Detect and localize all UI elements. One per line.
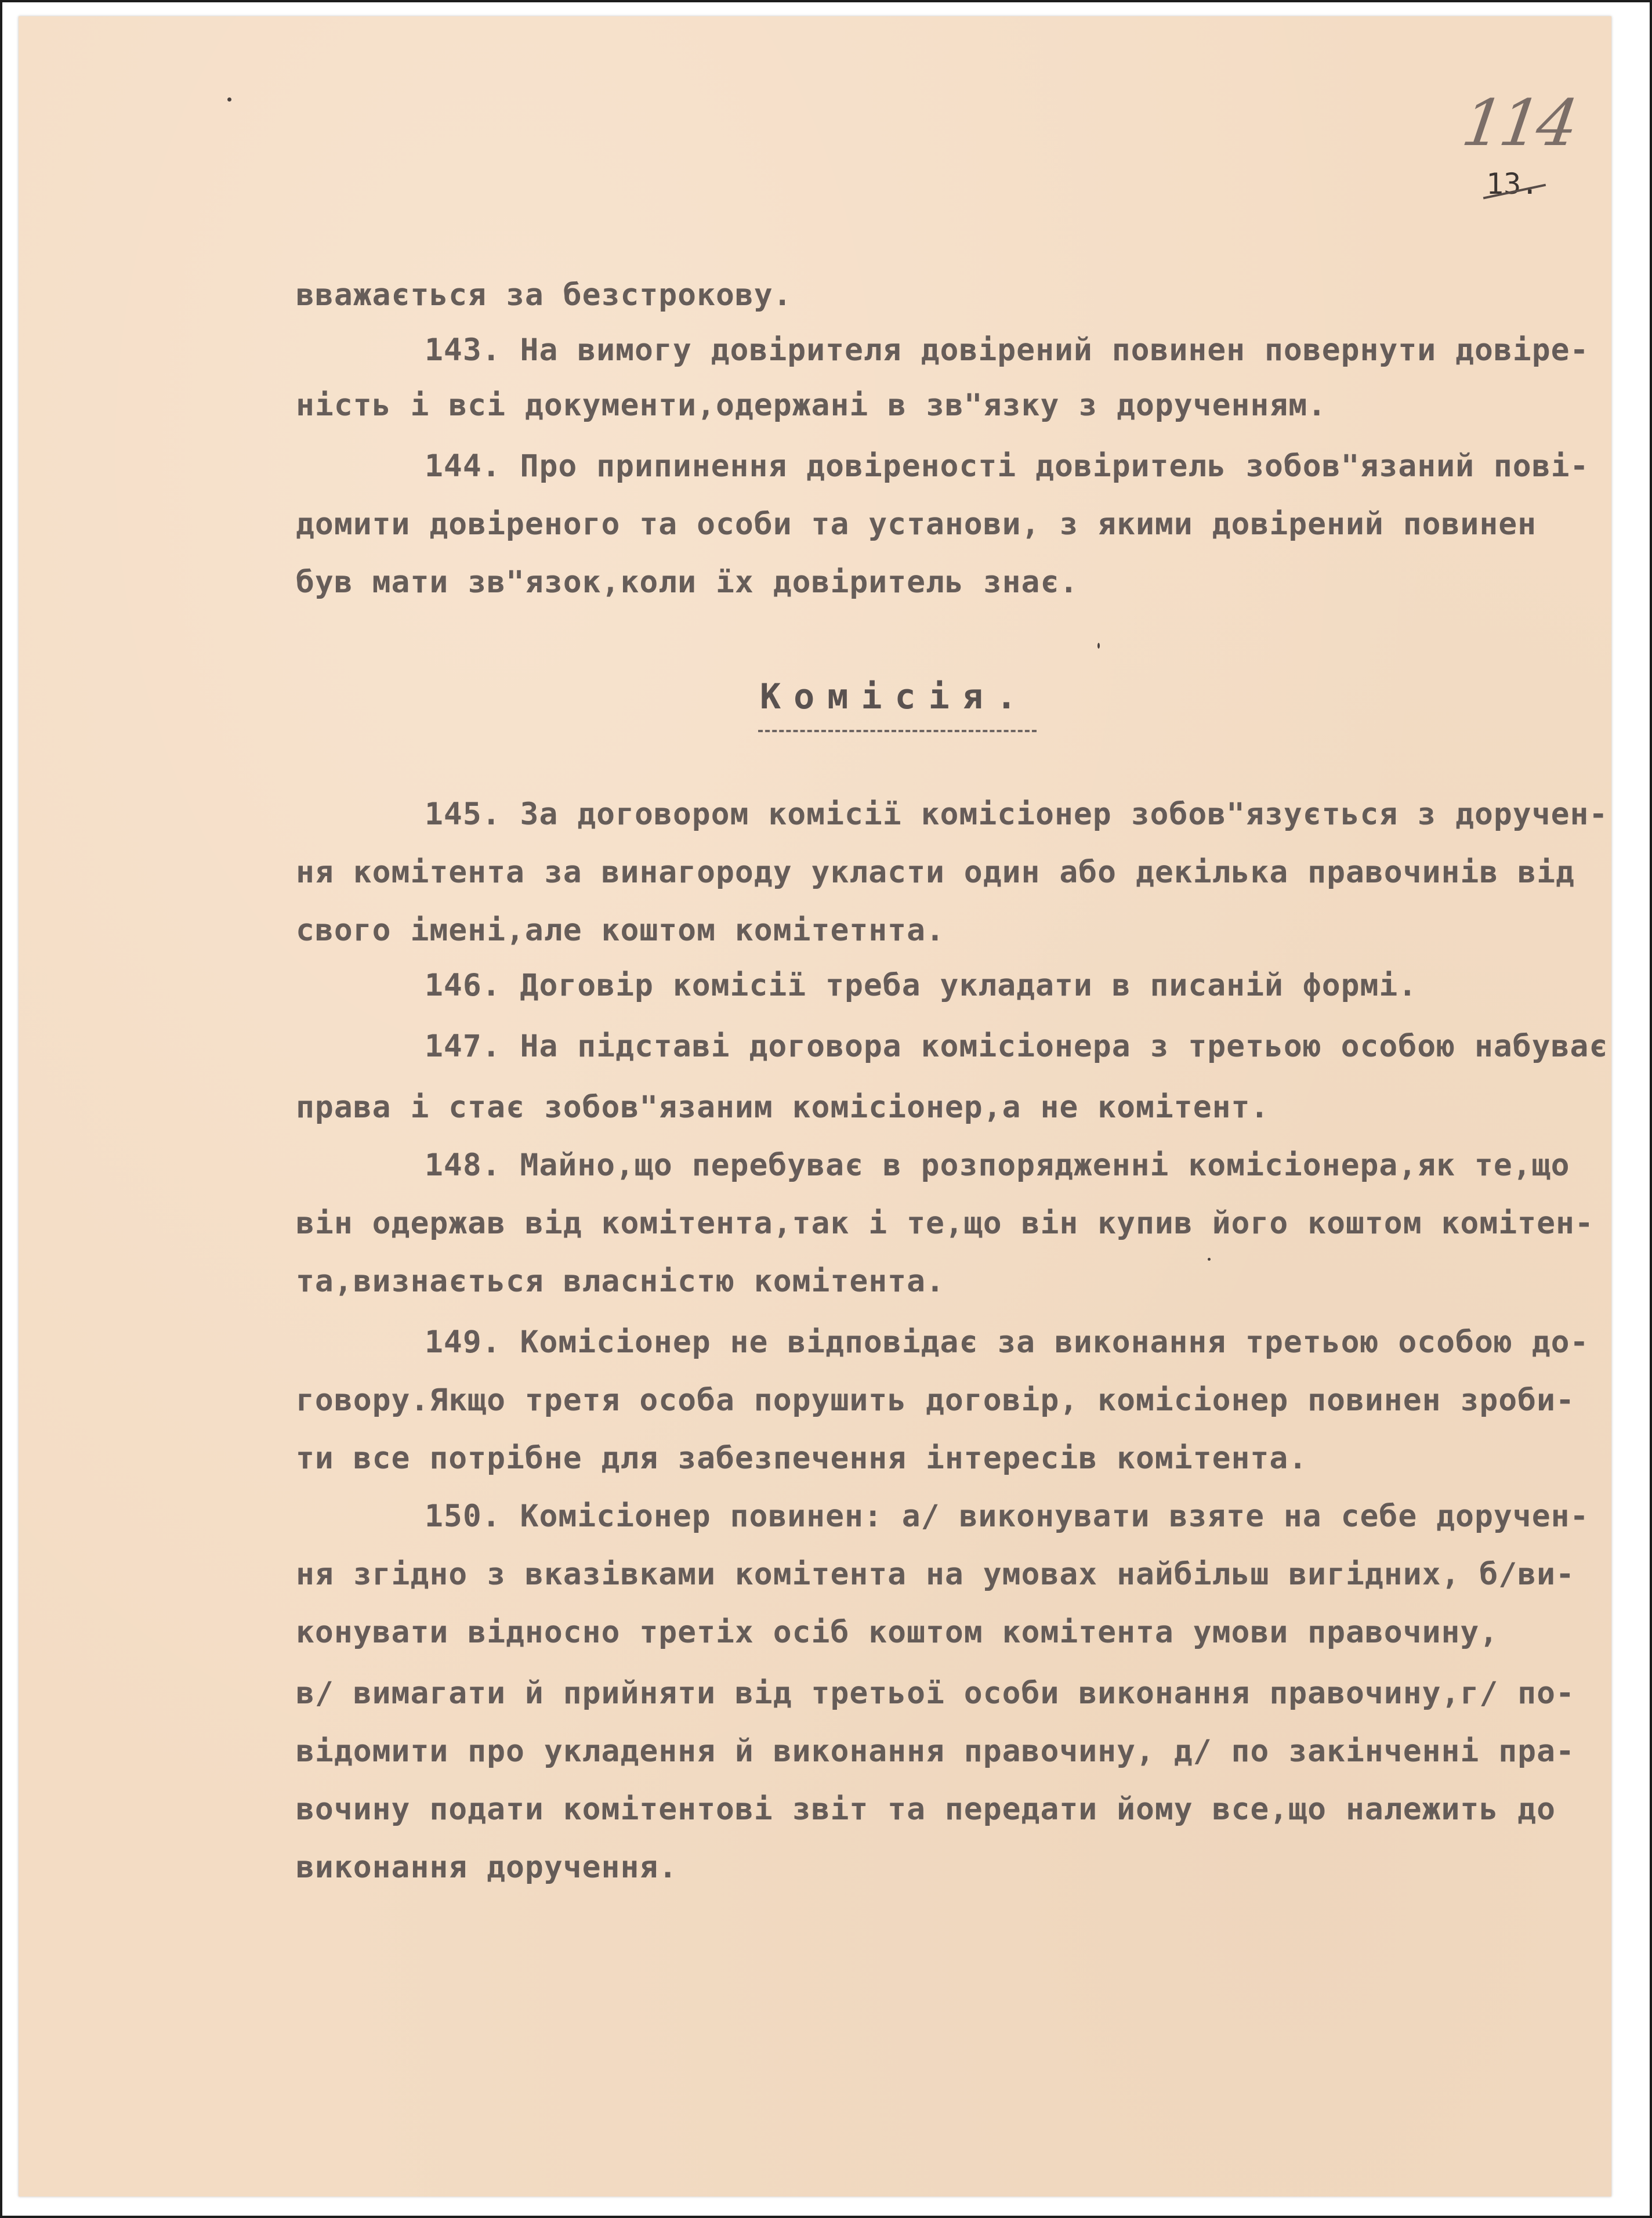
paper-speck xyxy=(1208,1258,1211,1261)
text-line: вочину подати комітентові звіт та передати йому все,що належить до xyxy=(296,1792,1556,1827)
paper-speck xyxy=(1097,643,1100,649)
text-line: вважається за безстрокову. xyxy=(296,277,792,313)
text-line: 149. Комісіонер не відповідає за виконання третьою особою до- xyxy=(425,1325,1589,1360)
text-line: 150. Комісіонер повинен: а/ виконувати взяте на себе доручен- xyxy=(425,1499,1589,1534)
text-line: та,визнається власністю комітента. xyxy=(296,1264,945,1299)
text-line: 147. На підставі договора комісіонера з третьою особою набуває xyxy=(425,1029,1608,1064)
heading-underline xyxy=(758,730,1037,732)
text-line: 148. Майно,що перебуває в розпорядженні комісіонера,як те,що xyxy=(425,1148,1570,1183)
text-line: 145. За договором комісії комісіонер зобов"язується з доручен- xyxy=(425,797,1608,832)
text-line: говору.Якщо третя особа порушить договір, комісіонер повинен зроби- xyxy=(296,1383,1575,1418)
text-line: 144. Про припинення довіреності довіритель зобов"язаний пові- xyxy=(425,448,1589,484)
text-line: виконання доручення. xyxy=(296,1850,678,1885)
text-line: домити довіреного та особи та установи, з якими довірений повинен xyxy=(296,506,1537,542)
document-page xyxy=(19,16,1611,2197)
text-line: він одержав від комітента,так і те,що він купив його коштом комітен- xyxy=(296,1206,1594,1241)
text-line: був мати зв"язок,коли їх довіритель знає. xyxy=(296,565,1079,600)
text-line: ня комітента за винагороду укласти один або декілька правочинів від xyxy=(296,855,1575,890)
archive-folio-number: 114 xyxy=(1458,86,1579,160)
text-line: відомити про укладення й виконання правочину, д/ по закінченні пра- xyxy=(296,1734,1575,1769)
paper-speck xyxy=(227,97,231,102)
text-line: 146. Договір комісії треба укладати в писаній формі. xyxy=(425,968,1418,1003)
section-heading: Комісія. xyxy=(760,676,1030,717)
text-line: ня згідно з вказівками комітента на умовах найбільш вигідних, б/ви- xyxy=(296,1557,1575,1592)
page-number: 13. xyxy=(1486,167,1539,201)
text-line: конувати відносно третіх осіб коштом комітента умови правочину, xyxy=(296,1615,1499,1650)
text-line: свого імені,але коштом комітетнта. xyxy=(296,913,945,948)
text-line: ність і всі документи,одержані в зв"язку з дорученням. xyxy=(296,388,1327,423)
text-line: в/ вимагати й прийняти від третьої особи виконання правочину,г/ по- xyxy=(296,1676,1575,1711)
text-line: ти все потрібне для забезпечення інтересів комітента. xyxy=(296,1441,1308,1476)
text-line: права і стає зобов"язаним комісіонер,а не комітент. xyxy=(296,1090,1270,1125)
text-line: 143. На вимогу довірителя довірений повинен повернути довірe- xyxy=(425,332,1589,368)
